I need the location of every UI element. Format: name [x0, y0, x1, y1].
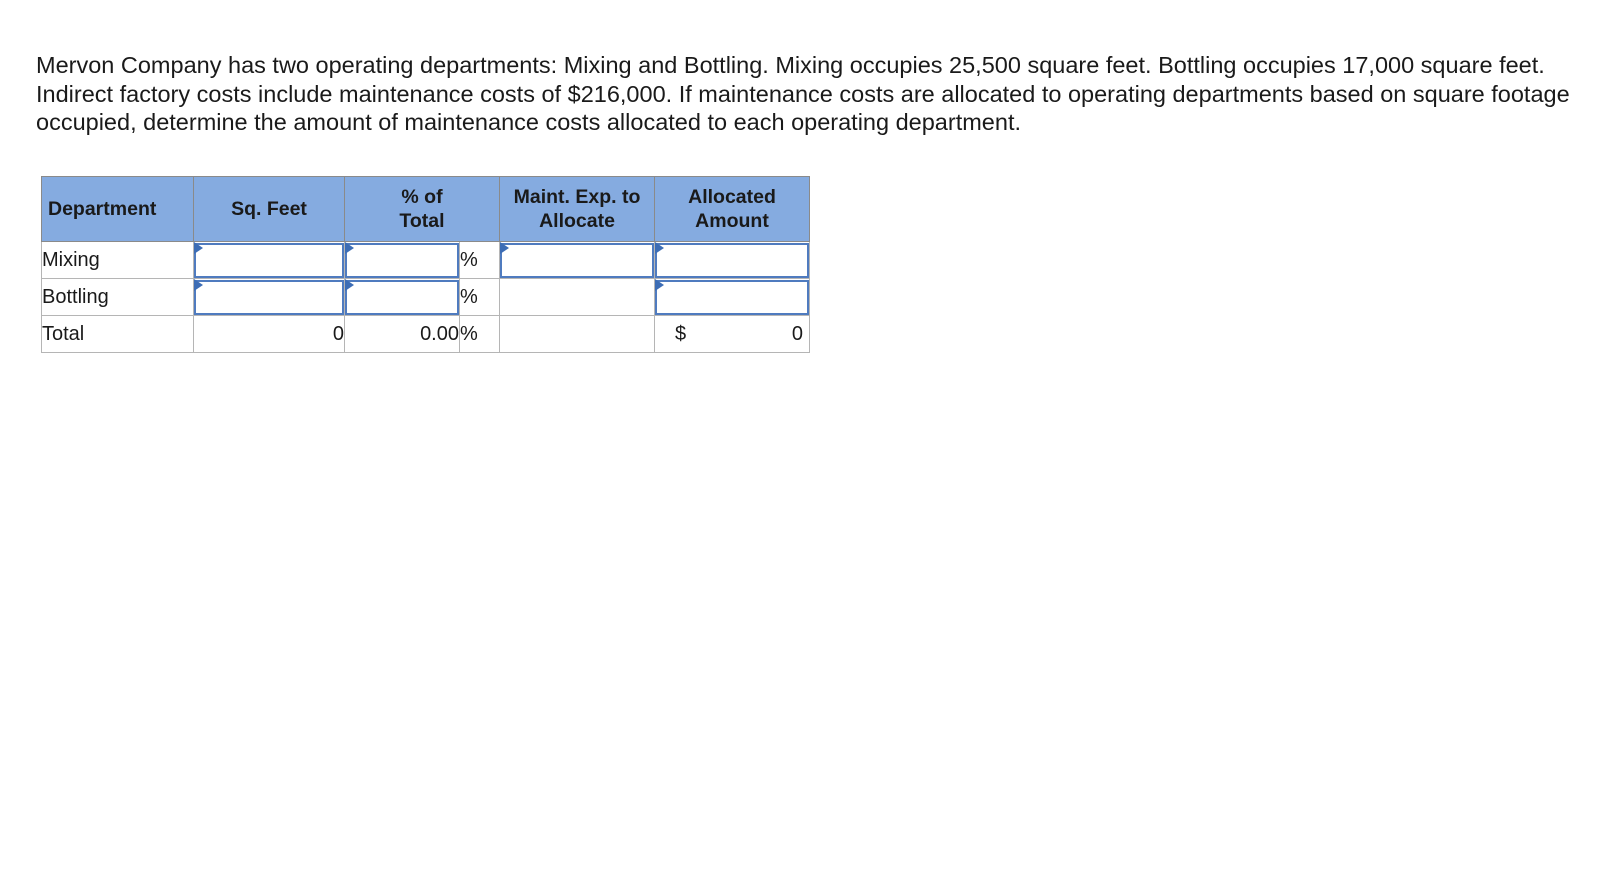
header-pct-of-total — [345, 177, 500, 242]
header-sq-feet: Sq. Feet — [194, 177, 345, 242]
header-allocated-line1: Allocated — [688, 186, 776, 208]
allocation-table — [41, 176, 810, 353]
total-dollar-sign: $ — [675, 322, 687, 345]
mixing-sq-feet-cell — [194, 242, 345, 279]
bottling-pct-cell — [345, 279, 460, 316]
total-allocated-wrap — [655, 323, 809, 346]
mixing-pct-input[interactable] — [345, 243, 459, 278]
header-row — [42, 177, 810, 242]
input-flag-icon — [655, 279, 664, 291]
input-flag-icon — [194, 242, 203, 254]
input-flag-icon — [345, 242, 354, 254]
input-flag-icon — [194, 279, 203, 291]
bottling-allocated-cell — [655, 279, 810, 316]
input-flag-icon — [345, 279, 354, 291]
input-flag-icon — [500, 242, 509, 254]
row-label-total: Total — [42, 316, 194, 353]
bottling-allocated-input[interactable] — [655, 280, 809, 315]
mixing-sq-feet-input[interactable] — [194, 243, 344, 278]
input-flag-icon — [655, 242, 664, 254]
total-pct-sign: % — [460, 316, 500, 353]
total-allocated-cell — [655, 316, 810, 353]
header-maint-line1: Maint. Exp. to — [513, 186, 641, 208]
total-pct: 0.00 — [345, 316, 460, 353]
header-allocated-amount — [655, 177, 810, 242]
mixing-maint-cell — [500, 242, 655, 279]
bottling-sq-feet-cell — [194, 279, 345, 316]
bottling-sq-feet-input[interactable] — [194, 280, 344, 315]
table-row-total — [42, 316, 810, 353]
table-row-bottling — [42, 279, 810, 316]
row-label-bottling: Bottling — [42, 279, 194, 316]
total-maint-cell — [500, 316, 655, 353]
maint-exp-input[interactable] — [500, 243, 654, 278]
bottling-maint-cell — [500, 279, 655, 316]
header-pct-line2: Total — [399, 210, 445, 232]
mixing-pct-sign: % — [460, 242, 500, 279]
mixing-allocated-input[interactable] — [655, 243, 809, 278]
header-maint-exp — [500, 177, 655, 242]
header-allocated-line2: Amount — [695, 210, 769, 232]
header-department: Department — [42, 177, 194, 242]
table-row-mixing — [42, 242, 810, 279]
bottling-pct-sign: % — [460, 279, 500, 316]
bottling-pct-input[interactable] — [345, 280, 459, 315]
mixing-allocated-cell — [655, 242, 810, 279]
row-label-mixing: Mixing — [42, 242, 194, 279]
problem-statement: Mervon Company has two operating departments: Mixing and Bottling. Mixing occupies 25,500 square feet. Bottling occupies 17,000 square feet. Indirect factory costs include maintenance costs of $216,000. If maintenance costs are allocated to operating departments based on square footage occupied, determine the amount of maintenance costs allocated to each operating department. — [36, 52, 1570, 135]
mixing-pct-cell — [345, 242, 460, 279]
total-sq-feet: 0 — [194, 316, 345, 353]
header-maint-line2: Allocate — [539, 210, 615, 232]
total-allocated-value: 0 — [791, 322, 803, 345]
header-pct-line1: % of — [401, 186, 443, 208]
